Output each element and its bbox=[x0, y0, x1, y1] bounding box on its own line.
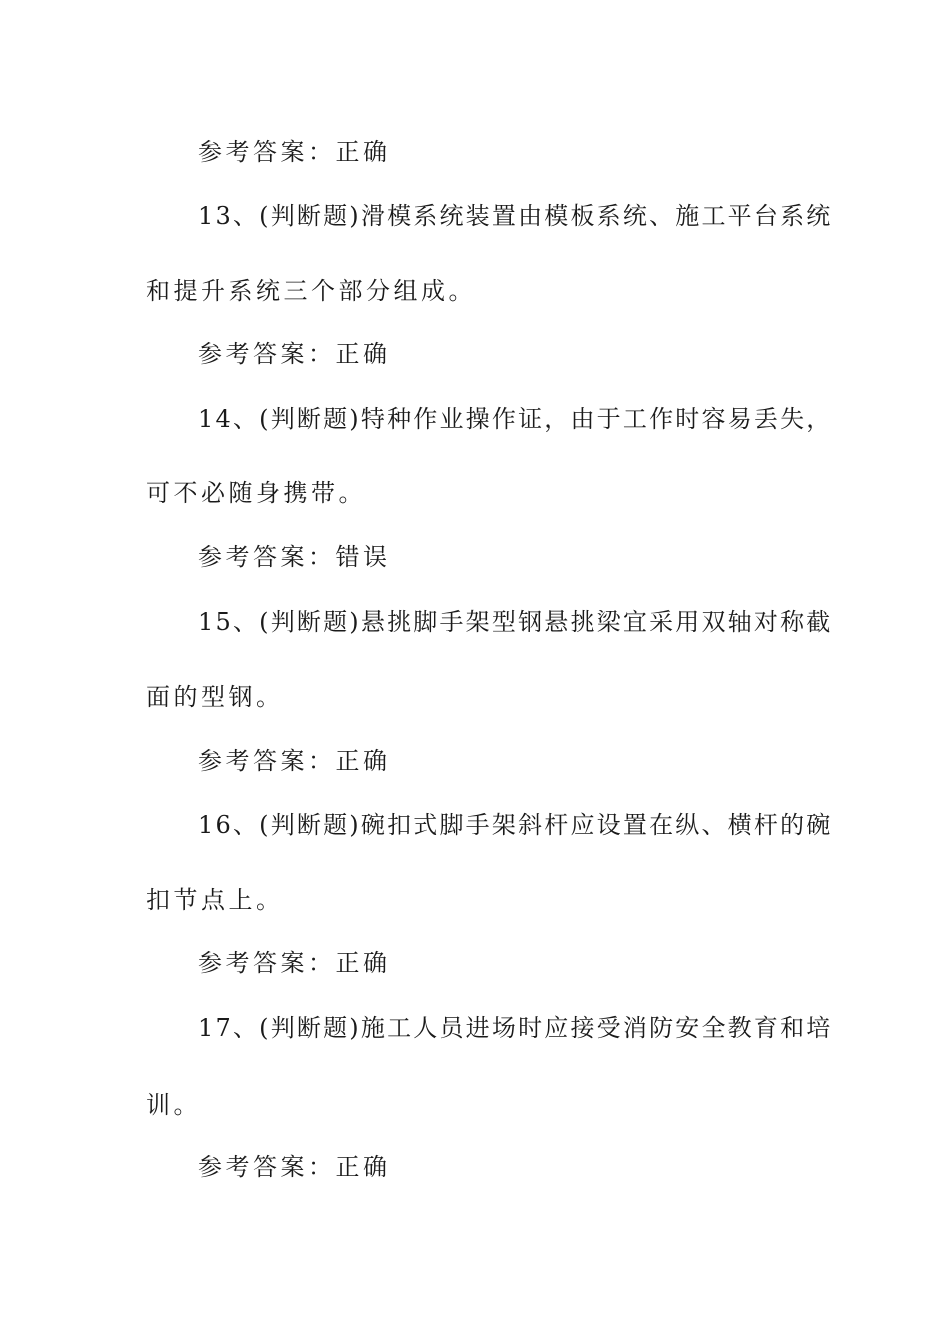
question-14-line-1: 14、(判断题)特种作业操作证，由于工作时容易丢失， bbox=[198, 405, 833, 433]
question-16-line-2: 扣节点上。 bbox=[146, 886, 284, 914]
question-13-line-2: 和提升系统三个部分组成。 bbox=[146, 277, 476, 305]
answer-line: 参考答案：错误 bbox=[198, 543, 391, 571]
answer-line: 参考答案：正确 bbox=[198, 340, 391, 368]
answer-line: 参考答案：正确 bbox=[198, 949, 391, 977]
question-14-line-2: 可不必随身携带。 bbox=[146, 479, 366, 507]
answer-line: 参考答案：正确 bbox=[198, 747, 391, 775]
question-17-line-2: 训。 bbox=[146, 1091, 201, 1119]
question-15-line-2: 面的型钢。 bbox=[146, 683, 284, 711]
question-17-line-1: 17、(判断题)施工人员进场时应接受消防安全教育和培 bbox=[198, 1014, 833, 1042]
question-13-line-1: 13、(判断题)滑模系统装置由模板系统、施工平台系统 bbox=[198, 202, 833, 230]
question-15-line-1: 15、(判断题)悬挑脚手架型钢悬挑梁宜采用双轴对称截 bbox=[198, 608, 833, 636]
answer-line: 参考答案：正确 bbox=[198, 1153, 391, 1181]
question-16-line-1: 16、(判断题)碗扣式脚手架斜杆应设置在纵、横杆的碗 bbox=[198, 811, 833, 839]
answer-line: 参考答案：正确 bbox=[198, 138, 391, 166]
